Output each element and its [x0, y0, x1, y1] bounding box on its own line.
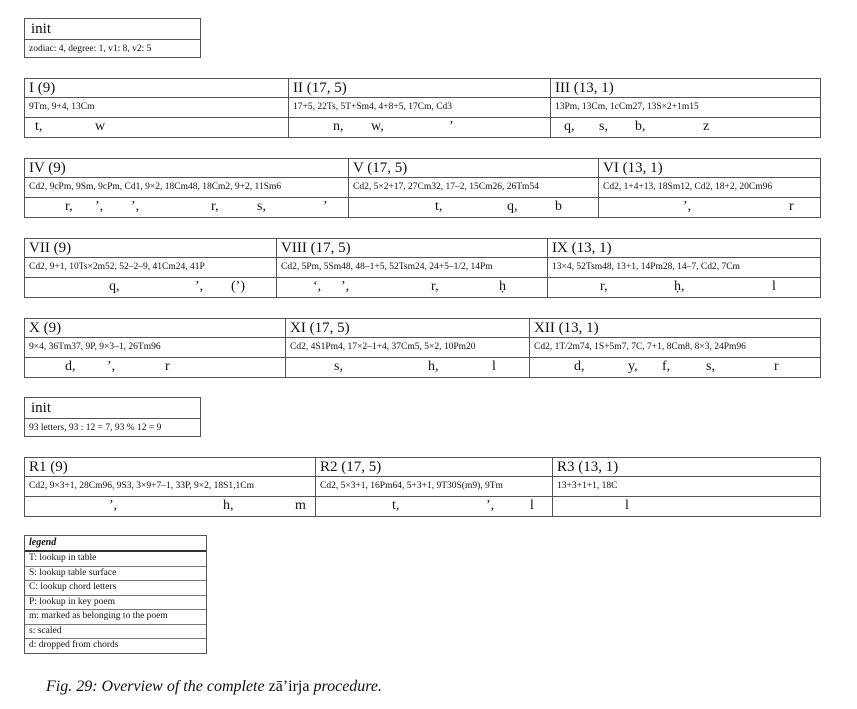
cell-heading: XI (17, 5)	[286, 319, 529, 338]
letter: r	[774, 359, 779, 374]
letter: y,	[628, 359, 638, 374]
procedure-cell	[551, 79, 820, 137]
letter: l	[625, 498, 629, 513]
cell-letters	[289, 118, 550, 137]
procedure-cell	[25, 79, 289, 137]
legend-item: C: lookup chord letters	[25, 581, 206, 596]
cell-letters	[25, 497, 315, 516]
cell-letters	[25, 278, 276, 297]
letter: q,	[564, 119, 575, 134]
letter: s,	[599, 119, 608, 134]
cell-heading: III (13, 1)	[551, 79, 820, 98]
cell-letters	[530, 358, 820, 377]
cell-heading: IV (9)	[25, 159, 348, 178]
cell-heading: I (9)	[25, 79, 288, 98]
cell-letters	[599, 198, 820, 217]
letter: t,	[392, 498, 400, 513]
cell-letters	[349, 198, 598, 217]
cell-operations: Cd2, 9×3+1, 28Cm96, 9S3, 3×9+7–1, 33P, 9×2, 18S1,1Cm	[25, 477, 315, 497]
letter: ’,	[486, 498, 495, 513]
init-parameters: zodiac: 4, degree: 1, v1: 8, v2: 5	[29, 44, 152, 54]
procedure-cell	[548, 239, 820, 297]
letter: z	[703, 119, 710, 134]
cell-letters	[25, 198, 348, 217]
cell-operations: Cd2, 5Pm, 5Sm48, 48–1+5, 52Tsm24, 24+5–1/2, 14Pm	[277, 258, 547, 278]
letter: w,	[371, 119, 384, 134]
procedure-row	[24, 158, 821, 218]
procedure-cell	[599, 159, 820, 217]
letter: l	[530, 498, 534, 513]
letter: s,	[706, 359, 715, 374]
cell-operations: 13×4, 52Tsm48, 13+1, 14Pm28, 14–7, Cd2, 7Cm	[548, 258, 820, 278]
legend-item: S: lookup table surface	[25, 567, 206, 582]
cell-heading: XII (13, 1)	[530, 319, 820, 338]
cell-operations: 17+5, 22Ts, 5T+Sm4, 4+8+5, 17Cm, Cd3	[289, 98, 550, 118]
cell-heading: IX (13, 1)	[548, 239, 820, 258]
procedure-row-results	[24, 457, 821, 517]
letter: t,	[35, 119, 43, 134]
procedure-row	[24, 318, 821, 378]
cell-operations: Cd2, 5×3+1, 16Pm64, 5+3+1, 9T30S(m9), 9Tm	[316, 477, 552, 497]
cell-operations: Cd2, 1+4+13, 18Sm12, Cd2, 18+2, 20Cm96	[599, 178, 820, 198]
legend-item: P: lookup in key poem	[25, 596, 206, 611]
procedure-cell	[316, 458, 553, 516]
cell-letters	[25, 118, 288, 137]
legend-item: m: marked as belonging to the poem	[25, 610, 206, 625]
cell-letters	[548, 278, 820, 297]
letter: s,	[334, 359, 343, 374]
cell-operations: Cd2, 1T/2m74, 1S+5m7, 7C, 7+1, 8Cm8, 8×3, 24Pm96	[530, 338, 820, 358]
cell-operations: Cd2, 5×2+17, 27Cm32, 17–2, 15Cm26, 26Tm54	[349, 178, 598, 198]
procedure-row	[24, 238, 821, 298]
cell-letters	[553, 497, 820, 516]
cell-letters	[277, 278, 547, 297]
cell-operations: 13+3+1+1, 18C	[553, 477, 820, 497]
letter: q,	[507, 199, 518, 214]
letter: ḥ	[499, 279, 506, 294]
letter: ’,	[195, 279, 204, 294]
cell-letters	[25, 358, 285, 377]
init-box-1	[24, 18, 201, 58]
caption-suffix: procedure.	[309, 678, 383, 695]
letter: r,	[65, 199, 73, 214]
init-box-2	[24, 397, 201, 437]
letter: t,	[435, 199, 443, 214]
procedure-cell	[553, 458, 820, 516]
cell-operations: 9Tm, 9+4, 13Cm	[25, 98, 288, 118]
letter: l	[492, 359, 496, 374]
cell-heading: VI (13, 1)	[599, 159, 820, 178]
letter: ’,	[341, 279, 350, 294]
letter: ’,	[107, 359, 116, 374]
cell-operations: Cd2, 9cPm, 9Sm, 9cPm, Cd1, 9×2, 18Cm48, 18Cm2, 9+2, 11Sm6	[25, 178, 348, 198]
cell-heading: II (17, 5)	[289, 79, 550, 98]
cell-heading: R1 (9)	[25, 458, 315, 477]
letter: ’	[449, 119, 454, 134]
cell-letters	[551, 118, 820, 137]
letter: n,	[333, 119, 344, 134]
letter: ’,	[95, 199, 104, 214]
procedure-cell	[286, 319, 530, 377]
legend-item: s: scaled	[25, 625, 206, 640]
init-title: init	[25, 19, 200, 40]
cell-operations: 9×4, 36Tm37, 9P, 9×3–1, 26Tm96	[25, 338, 285, 358]
procedure-row	[24, 78, 821, 138]
procedure-cell	[25, 319, 286, 377]
cell-heading: V (17, 5)	[349, 159, 598, 178]
cell-letters	[286, 358, 529, 377]
cell-operations: 13Pm, 13Cm, 1cCm27, 13S×2+1m15	[551, 98, 820, 118]
letter: r,	[211, 199, 219, 214]
procedure-cell	[530, 319, 820, 377]
letter: l	[772, 279, 776, 294]
legend	[24, 535, 207, 654]
letter: ’,	[109, 498, 118, 513]
legend-title: legend	[25, 536, 206, 552]
letter: ’	[323, 199, 328, 214]
procedure-cell	[25, 458, 316, 516]
letter: s,	[257, 199, 266, 214]
cell-operations: Cd2, 4S1Pm4, 17×2–1+4, 37Cm5, 5×2, 10Pm20	[286, 338, 529, 358]
letter: r	[165, 359, 170, 374]
cell-heading: VIII (17, 5)	[277, 239, 547, 258]
procedure-cell	[25, 159, 349, 217]
letter: ḥ,	[674, 279, 685, 294]
letter: m	[295, 498, 306, 513]
legend-item: d: dropped from chords	[29, 640, 119, 650]
letter: h,	[223, 498, 234, 513]
letter: r,	[600, 279, 608, 294]
letter: (’)	[231, 279, 245, 294]
init-title: init	[25, 398, 200, 419]
letter: b	[555, 199, 562, 214]
letter: h,	[428, 359, 439, 374]
procedure-cell	[277, 239, 548, 297]
letter: f,	[662, 359, 671, 374]
init-letter-count: 93 letters, 93 : 12 = 7, 93 % 12 = 9	[29, 423, 162, 433]
caption-term: zā’irja	[268, 678, 310, 695]
legend-item: T: lookup in table	[25, 552, 206, 567]
procedure-cell	[25, 239, 277, 297]
cell-heading: X (9)	[25, 319, 285, 338]
letter: q,	[109, 279, 120, 294]
letter: ’,	[131, 199, 140, 214]
procedure-cell	[349, 159, 599, 217]
cell-letters	[316, 497, 552, 516]
letter: r,	[431, 279, 439, 294]
letter: ’,	[683, 199, 692, 214]
letter: b,	[635, 119, 646, 134]
procedure-cell	[289, 79, 551, 137]
letter: ‘,	[313, 279, 322, 294]
letter: w	[95, 119, 106, 134]
cell-heading: R3 (13, 1)	[553, 458, 820, 477]
letter: r	[789, 199, 794, 214]
cell-heading: VII (9)	[25, 239, 276, 258]
figure-caption	[46, 678, 382, 696]
letter: d,	[65, 359, 76, 374]
letter: d,	[574, 359, 585, 374]
cell-heading: R2 (17, 5)	[316, 458, 552, 477]
cell-operations: Cd2, 9+1, 10Ts×2m52, 52–2–9, 41Cm24, 41P	[25, 258, 276, 278]
caption-prefix: Fig. 29: Overview of the complete	[46, 678, 269, 695]
